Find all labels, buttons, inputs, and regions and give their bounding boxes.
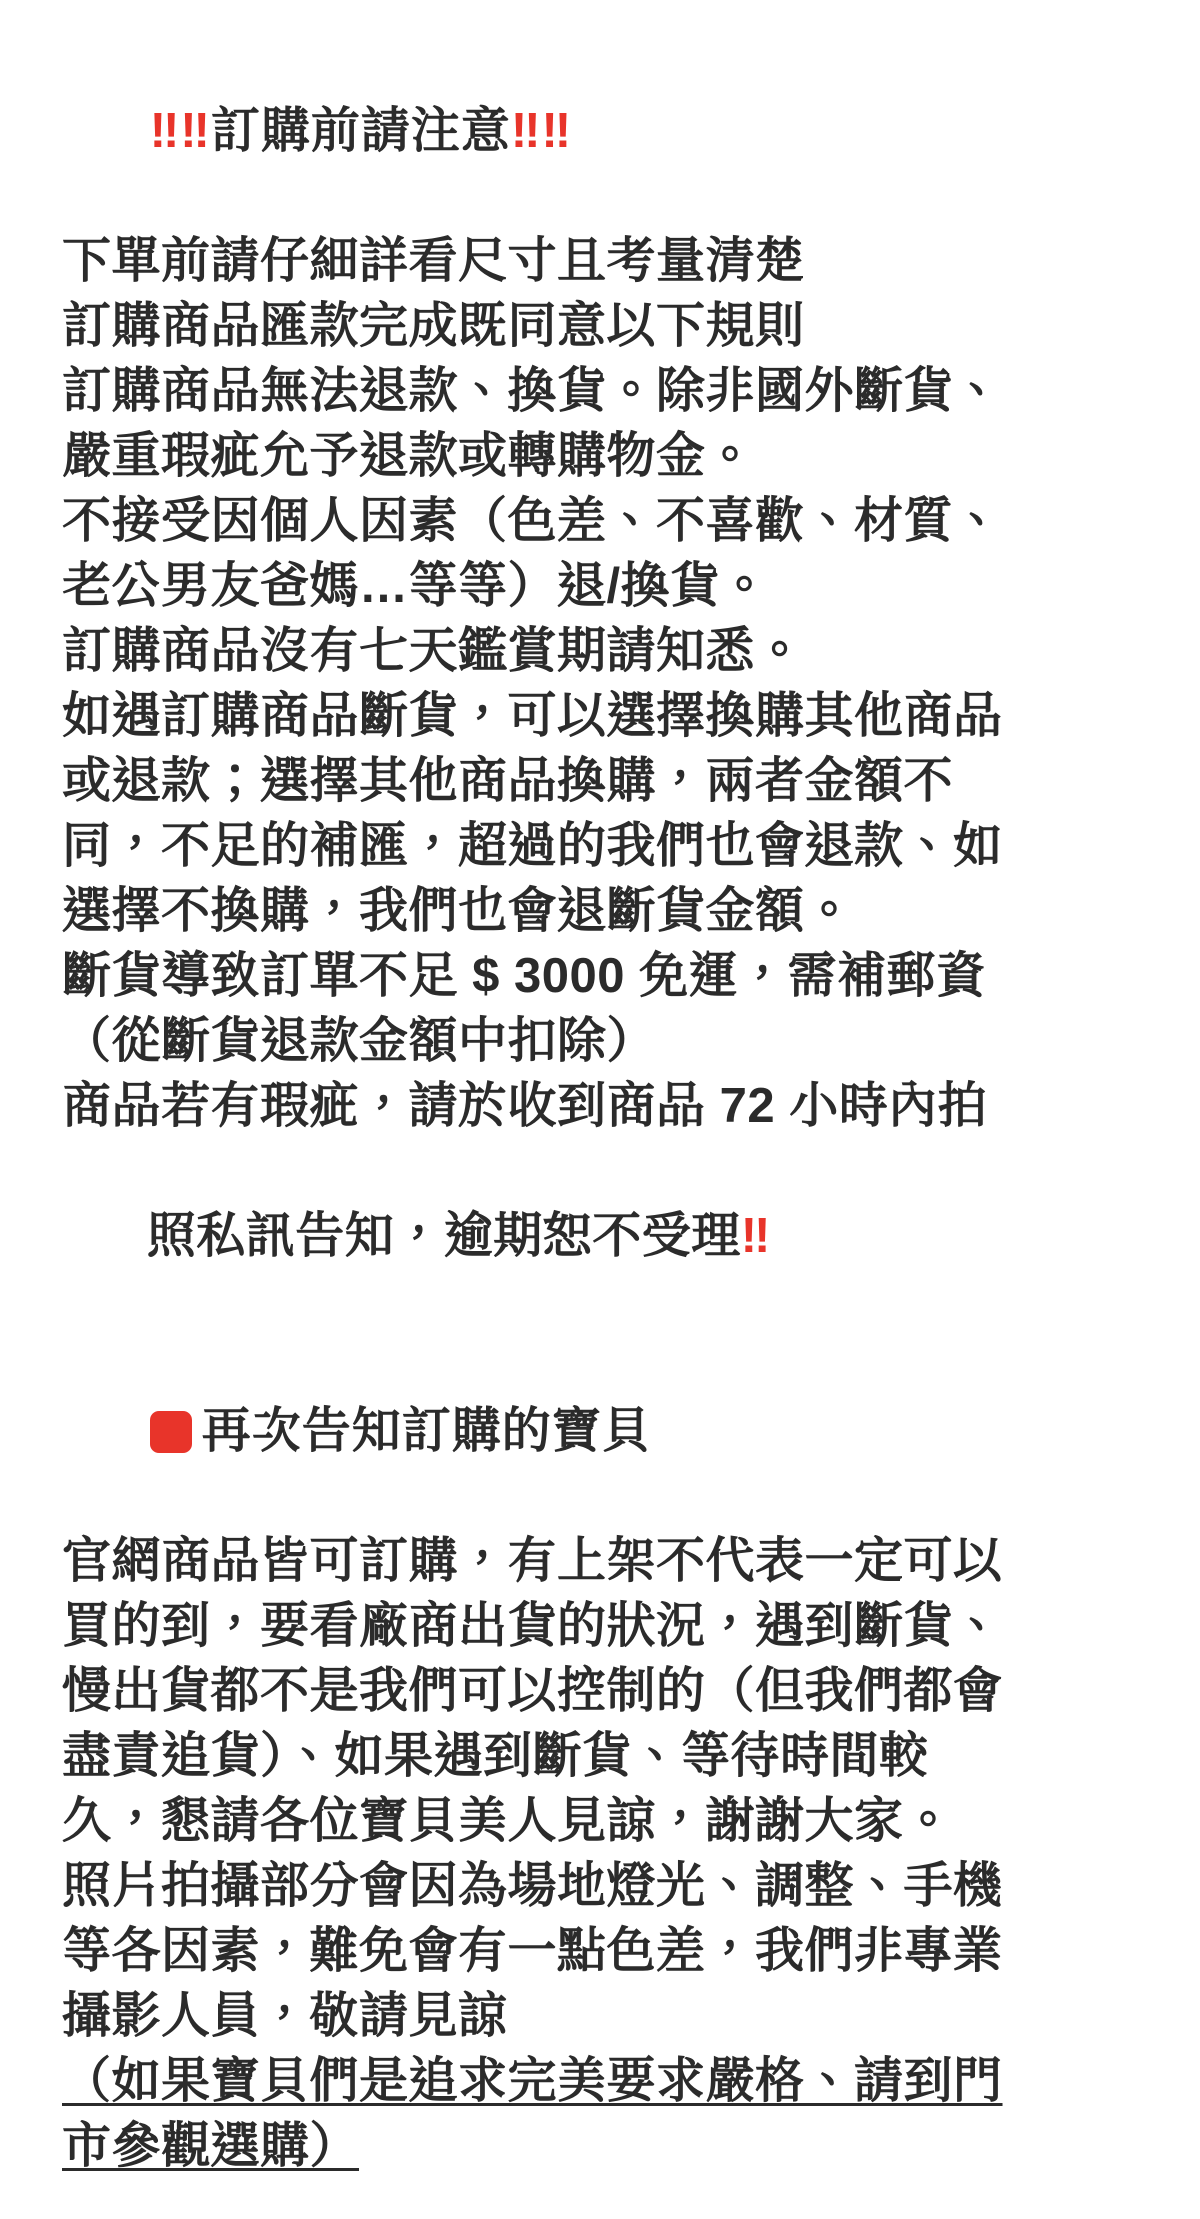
notice-line: 訂購商品匯款完成既同意以下規則 — [62, 299, 805, 353]
exclamation-icon-left: ‼‼ — [149, 104, 211, 158]
notice-line: 慢出貨都不是我們可以控制的（但我們都會 — [62, 1664, 1003, 1718]
notice-line-underlined: 市參觀選購） — [62, 2119, 360, 2173]
notice-line: 不接受因個人因素（色差、不喜歡、材質、 — [62, 494, 1003, 548]
notice-line-underlined: （如果寶貝們是追求完美要求嚴格、請到門 — [62, 2054, 1003, 2108]
exclamation-icon-flaw: ‼ — [740, 1209, 771, 1263]
notice-line: 下單前請仔細詳看尺寸且考量清楚 — [62, 234, 805, 288]
notice-line-flaw-end — [62, 1139, 1148, 1334]
notice-line: 官網商品皆可訂購，有上架不代表一定可以 — [62, 1534, 1003, 1588]
notice-line: 照片拍攝部分會因為場地燈光、調整、手機 — [62, 1859, 1003, 1913]
notice-line: 或退款；選擇其他商品換購，兩者金額不 — [62, 754, 954, 808]
heading-title: 訂購前請注意 — [210, 104, 511, 158]
notice-line: 攝影人員，敬請見諒 — [62, 1989, 508, 2043]
notice-line-flaw: 商品若有瑕疵，請於收到商品 72 小時內拍 — [62, 1079, 988, 1133]
notice-line-shipping: 斷貨導致訂單不足 $ 3000 免運，需補郵資 — [62, 949, 986, 1003]
notice-line: 久，懇請各位寶貝美人見諒，謝謝大家。 — [62, 1794, 954, 1848]
second-notice-heading — [62, 1334, 1148, 1529]
notice-line: 同，不足的補匯，超過的我們也會退款、如 — [62, 819, 1003, 873]
second-notice-title: 再次告知訂購的寶貝 — [201, 1404, 652, 1458]
notice-line: （從斷貨退款金額中扣除） — [62, 1014, 657, 1068]
exclamation-icon-right: ‼‼ — [510, 104, 573, 158]
notice-line: 如遇訂購商品斷貨，可以選擇換購其他商品 — [62, 689, 1003, 743]
notice-line: 嚴重瑕疵允予退款或轉購物金。 — [62, 429, 756, 483]
notice-line: 買的到，要看廠商出貨的狀況，遇到斷貨、 — [62, 1599, 1003, 1653]
stop-sign-icon — [150, 1411, 192, 1453]
notice-line: 老公男友爸媽…等等）退/換貨。 — [62, 559, 770, 613]
notice-line: 訂購商品沒有七天鑑賞期請知悉。 — [62, 624, 805, 678]
notice-line: 等各因素，難免會有一點色差，我們非專業 — [62, 1924, 1003, 1978]
notice-line: 訂購商品無法退款、換貨。除非國外斷貨、 — [62, 364, 1003, 418]
notice-line: 選擇不換購，我們也會退斷貨金額。 — [62, 884, 855, 938]
notice-line-text: 照私訊告知，逾期恕不受理 — [146, 1209, 741, 1263]
notice-line: 盡責追貨）、如果遇到斷貨、等待時間較 — [62, 1729, 929, 1783]
order-notice-block — [62, 34, 1148, 2179]
notice-heading — [62, 34, 1148, 229]
